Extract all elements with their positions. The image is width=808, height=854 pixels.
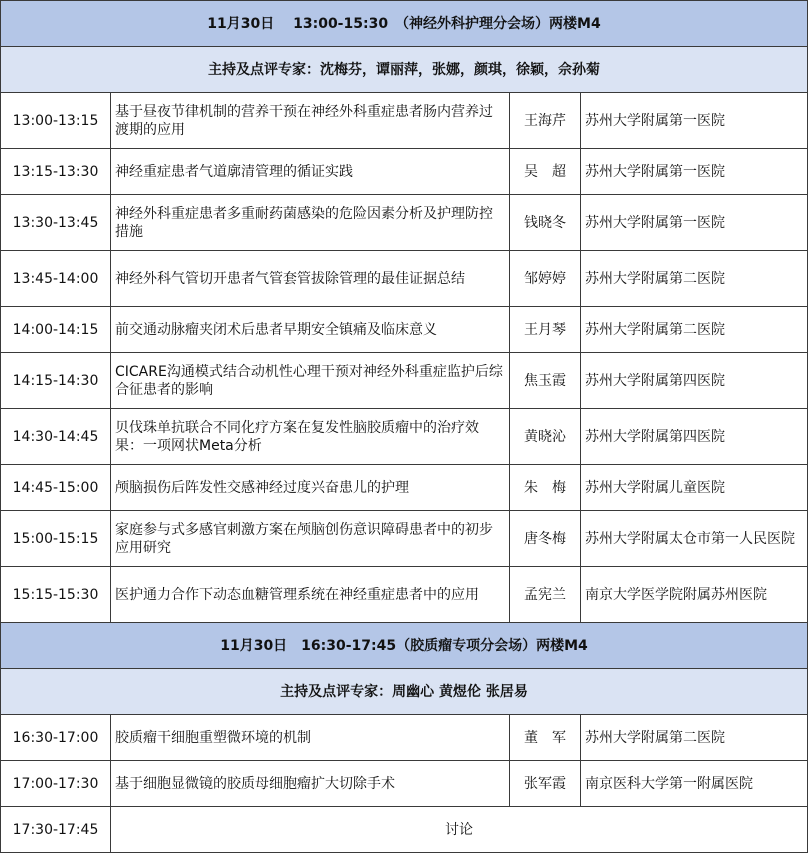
speaker-name: 焦玉霞: [510, 353, 581, 409]
table-row: [1, 251, 808, 307]
time-slot: 13:00-13:15: [1, 93, 111, 149]
host-row: [1, 669, 808, 715]
table-row: [1, 761, 808, 807]
talk-title: 神经外科气管切开患者气管套管拔除管理的最佳证据总结: [111, 251, 510, 307]
speaker-organization: 苏州大学附属太仓市第一人民医院: [581, 511, 808, 567]
time-slot: 15:00-15:15: [1, 511, 111, 567]
speaker-organization: 苏州大学附属第一医院: [581, 149, 808, 195]
speaker-name: 王海芹: [510, 93, 581, 149]
host-row: [1, 47, 808, 93]
talk-title: 医护通力合作下动态血糖管理系统在神经重症患者中的应用: [111, 567, 510, 623]
speaker-organization: 苏州大学附属第四医院: [581, 409, 808, 465]
talk-title: 颅脑损伤后阵发性交感神经过度兴奋患儿的护理: [111, 465, 510, 511]
session-header-row: [1, 1, 808, 47]
talk-title: 前交通动脉瘤夹闭术后患者早期安全镇痛及临床意义: [111, 307, 510, 353]
speaker-organization: 苏州大学附属儿童医院: [581, 465, 808, 511]
discussion-label: 讨论: [111, 807, 808, 853]
speaker-organization: 苏州大学附属第一医院: [581, 195, 808, 251]
table-row: [1, 307, 808, 353]
table-row: [1, 93, 808, 149]
speaker-organization: 南京大学医学院附属苏州医院: [581, 567, 808, 623]
talk-title: 家庭参与式多感官刺激方案在颅脑创伤意识障碍患者中的初步应用研究: [111, 511, 510, 567]
time-slot: 13:15-13:30: [1, 149, 111, 195]
table-row: [1, 567, 808, 623]
time-slot: 14:30-14:45: [1, 409, 111, 465]
speaker-organization: 南京医科大学第一附属医院: [581, 761, 808, 807]
time-slot: 14:45-15:00: [1, 465, 111, 511]
talk-title: 神经外科重症患者多重耐药菌感染的危险因素分析及护理防控措施: [111, 195, 510, 251]
talk-title: CICARE沟通模式结合动机性心理干预对神经外科重症监护后综合征患者的影响: [111, 353, 510, 409]
speaker-name: 王月琴: [510, 307, 581, 353]
talk-title: 胶质瘤干细胞重塑微环境的机制: [111, 715, 510, 761]
time-slot: 13:45-14:00: [1, 251, 111, 307]
talk-title: 基于昼夜节律机制的营养干预在神经外科重症患者肠内营养过渡期的应用: [111, 93, 510, 149]
table-row: [1, 465, 808, 511]
time-slot: 15:15-15:30: [1, 567, 111, 623]
speaker-organization: 苏州大学附属第二医院: [581, 715, 808, 761]
speaker-name: 黄晓沁: [510, 409, 581, 465]
speaker-name: 邹婷婷: [510, 251, 581, 307]
time-slot: 14:15-14:30: [1, 353, 111, 409]
speaker-name: 孟宪兰: [510, 567, 581, 623]
hosts-label: 主持及点评专家：周幽心 黄煜伦 张居易: [1, 669, 808, 715]
talk-title: 基于细胞显微镜的胶质母细胞瘤扩大切除手术: [111, 761, 510, 807]
table-row: [1, 353, 808, 409]
session-header-row: [1, 623, 808, 669]
speaker-name: 钱晓冬: [510, 195, 581, 251]
table-row: [1, 195, 808, 251]
speaker-organization: 苏州大学附属第二医院: [581, 251, 808, 307]
hosts-label: 主持及点评专家：沈梅芬，谭丽萍，张娜，颜琪，徐颖，佘孙菊: [1, 47, 808, 93]
table-row: [1, 511, 808, 567]
talk-title: 贝伐珠单抗联合不同化疗方案在复发性脑胶质瘤中的治疗效果：一项网状Meta分析: [111, 409, 510, 465]
time-slot: 14:00-14:15: [1, 307, 111, 353]
speaker-organization: 苏州大学附属第四医院: [581, 353, 808, 409]
time-slot: 13:30-13:45: [1, 195, 111, 251]
time-slot: 17:30-17:45: [1, 807, 111, 853]
speaker-name: 张军霞: [510, 761, 581, 807]
speaker-name: 朱 梅: [510, 465, 581, 511]
table-row: [1, 715, 808, 761]
speaker-organization: 苏州大学附属第一医院: [581, 93, 808, 149]
discussion-row: [1, 807, 808, 853]
table-row: [1, 149, 808, 195]
talk-title: 神经重症患者气道廓清管理的循证实践: [111, 149, 510, 195]
session-header: 11月30日 13:00-15:30 （神经外科护理分会场）两楼M4: [1, 1, 808, 47]
time-slot: 16:30-17:00: [1, 715, 111, 761]
table-row: [1, 409, 808, 465]
session-header: 11月30日 16:30-17:45（胶质瘤专项分会场）两楼M4: [1, 623, 808, 669]
speaker-name: 董 军: [510, 715, 581, 761]
speaker-name: 唐冬梅: [510, 511, 581, 567]
speaker-organization: 苏州大学附属第二医院: [581, 307, 808, 353]
speaker-name: 吴 超: [510, 149, 581, 195]
time-slot: 17:00-17:30: [1, 761, 111, 807]
